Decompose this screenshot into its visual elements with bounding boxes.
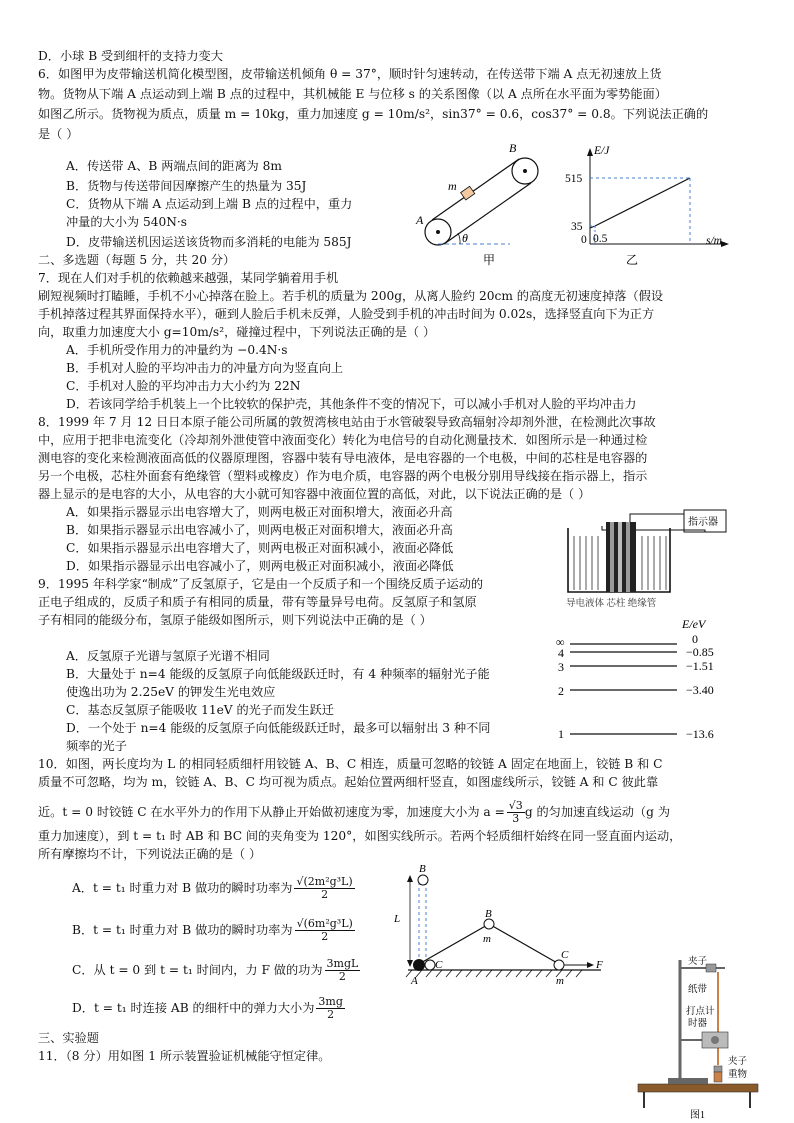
energy-e2: −3.40 xyxy=(686,683,714,697)
label-tape: 纸带 xyxy=(688,985,708,995)
section-2-title: 二、多选题（每题 5 分，共 20 分） xyxy=(38,253,236,267)
q9-figure-energy-levels xyxy=(552,614,752,746)
caption-jia: 甲 xyxy=(483,253,496,267)
q7-stem-line1: 7．现在人们对手机的依赖越来越强，某同学躺着用手机 xyxy=(38,271,339,285)
level-n3: 3 xyxy=(558,660,564,674)
q5-option-d: D．小球 B 受到细杆的支持力变大 xyxy=(38,49,223,63)
q10-option-c: C．从 t = 0 到 t = t₁ 时间内，力 F 做的功为 $\frac{\text{3mgL}}{2}$ xyxy=(72,957,359,983)
q6-option-b: B．货物与传送带间因摩擦产生的热量为 35J xyxy=(66,179,307,193)
q10-label-m2: m xyxy=(556,975,564,987)
q6-stem-line2: 物。货物从下端 A 点运动到上端 B 点的过程中，其机械能 E 与位移 s 的关系图像（以 A 点所在水平面为零势能面） xyxy=(38,87,667,101)
q10-option-d: D．t = t₁ 时连接 AB 的细杆中的弹力大小为 $\frac{3mg}{2}$ xyxy=(72,995,343,1021)
q8-option-b: B．如果指示器显示出电容减小了，则两电极正对面积增大，液面必升高 xyxy=(66,523,453,537)
q6-figure-jia xyxy=(400,138,550,268)
q11-figure-apparatus xyxy=(630,940,770,1120)
yi-xlabel: s/m xyxy=(706,235,722,247)
q7-stem-line4: 向，取重力加速度大小 g=10m/s²，碰撞过程中，下列说法正确的是（ ） xyxy=(38,325,436,339)
q6-option-a: A．传送带 A、B 两端点间的距离为 8m xyxy=(66,159,282,173)
q7-option-c: C．手机对人脸的平均冲击力大小约为 22N xyxy=(66,379,301,393)
q10-label-b: B xyxy=(485,908,492,920)
q7-option-a: A．手机所受作用力的冲量约为 −0.4N·s xyxy=(66,343,288,357)
level-n1: 1 xyxy=(558,727,564,741)
q7-stem-line2: 刷短视频时打瞌睡，手机不小心掉落在脸上。若手机的质量为 200g，从离人脸约 20cm 的高度无初速度掉落（假设 xyxy=(38,289,664,303)
level-n4: 4 xyxy=(558,646,564,660)
q6-figure-yi xyxy=(560,138,740,268)
q10-label-l: L xyxy=(394,913,401,925)
q8-stem-line5: 器上显示的是电容的大小，从电容的大小就可知容器中液面位置的高低，对此，以下说法正确的是（ ） xyxy=(38,487,591,501)
label-weight: 重物 xyxy=(728,1070,748,1080)
q10-stem-line4: 重力加速度），到 t = t₁ 时 AB 和 BC 间的夹角变为 120°，如图实线所示。若两个轻质细杆始终在同一竖直面内运动， xyxy=(38,829,682,843)
level-n2: 2 xyxy=(558,684,564,698)
q9-option-c: C．基态反氢原子能吸收 11eV 的光子而发生跃迁 xyxy=(66,703,334,717)
yi-tick-05: 0.5 xyxy=(593,233,608,245)
q9-option-b-cont: 使逸出功为 2.25eV 的钾发生光电效应 xyxy=(66,685,276,699)
q6-option-c: C．货物从下端 A 点运动到上端 B 点的过程中，重力 xyxy=(66,197,353,211)
q6-option-c-cont: 冲量的大小为 540N·s xyxy=(66,215,188,229)
q8-stem-line4: 另一个电极，芯柱外面套有绝缘管（塑料或橡皮）作为电介质，电容器的两个电极分别用导线接在指示器上，指示 xyxy=(38,469,648,483)
q9-option-a: A．反氢原子光谱与氢原子光谱不相同 xyxy=(66,649,270,663)
yi-tick-35: 35 xyxy=(571,221,583,233)
energy-e1: −13.6 xyxy=(686,727,714,741)
q7-option-d: D．若该同学给手机装上一个比较软的保护壳，其他条件不变的情况下，可以减小手机对人脸的平均冲击力 xyxy=(66,397,637,411)
caption-yi: 乙 xyxy=(626,253,639,267)
q6-stem-line3: 如图乙所示。货物视为质点，质量 m = 10kg，重力加速度 g = 10m/s²，sin37° = 0.6，cos37° = 0.8。下列说法正确的 xyxy=(38,107,709,121)
q10-stem-line3: 近。t = 0 时铰链 C 在水平外力的作用下从静止开始做初速度为零，加速度大小为 a = $\frac{√3}{3}$ g 的匀加速直线运动（g 为 xyxy=(38,799,671,825)
q10-stem-line5: 所有摩擦均不计，下列说法正确的是（ ） xyxy=(38,847,262,861)
yi-tick-515: 515 xyxy=(565,173,583,185)
q10-stem-line1: 10．如图，两长度均为 L 的相同轻质细杆用铰链 A、B、C 相连，质量可忽略的铰链 A 固定在地面上，铰链 B 和 C xyxy=(38,757,663,771)
q9-stem-line3: 子有相同的能级分布，氢原子能级如图所示，则下列说法中正确的是（ ） xyxy=(38,613,432,627)
q9-stem-line2: 正电子组成的，反质子和质子有相同的质量，带有等量异号电荷。反氢原子和氢原 xyxy=(38,595,477,609)
label-a: A xyxy=(416,213,424,227)
q7-option-b: B．手机对人脸的平均冲击力的冲量方向为竖直向上 xyxy=(66,361,344,375)
label-b: B xyxy=(509,141,517,155)
q10-acc-fraction: $\frac{√3}{3}$ xyxy=(508,799,523,825)
q8-figure-capacitor xyxy=(560,500,740,612)
section-3-title: 三、实验题 xyxy=(38,1031,99,1045)
yi-ylabel: E/J xyxy=(594,145,610,157)
q10-label-c-left: C xyxy=(435,959,443,971)
q9-option-d: D．一个处于 n=4 能级的反氢原子向低能级跃迁时，最多可以辐射出 3 种不同 xyxy=(66,721,491,735)
q10-label-c: C xyxy=(561,949,569,961)
q10-option-b: B．t = t₁ 时重力对 B 做功的瞬时功率为 $\frac{\text{√(6m²g³L)}}{2}$ xyxy=(72,917,353,943)
q7-stem-line3: 手机掉落过程其界面保持水平），砸到人脸后手机未反弹，人脸受到手机的冲击时间为 0.02s，选择竖直向下为正方 xyxy=(38,307,655,321)
q8-option-d: D．如果指示器显示出电容减小了，则两电极正对面积减小，液面必降低 xyxy=(66,559,454,573)
q8-stem-line3: 测电容的变化来检测液面高低的仪器原理图，容器中装有导电液体，是电容器的一个电极，中间的芯柱是电容器的 xyxy=(38,451,648,465)
q8-fig-caption: 导电液体 芯柱 绝缘管 xyxy=(566,599,657,609)
q10-option-a: A．t = t₁ 时重力对 B 做功的瞬时功率为 $\frac{\text{√(2m²g³L)}}{2}$ xyxy=(72,875,353,901)
level-unit: E/eV xyxy=(682,617,706,631)
q10-label-b-top: B xyxy=(419,863,426,875)
yi-origin: 0 xyxy=(581,234,587,246)
label-clip: 夹子 xyxy=(688,957,708,967)
q6-stem-line4: 是（ ） xyxy=(38,127,79,141)
indicator-label: 指示器 xyxy=(688,517,718,528)
q10-figure-hinged-rods xyxy=(386,860,618,988)
label-theta: θ xyxy=(462,231,468,245)
q9-option-b: B．大量处于 n=4 能级的反氢原子向低能级跃迁时，有 4 种频率的辐射光子能 xyxy=(66,667,490,681)
q8-option-a: A．如果指示器显示出电容增大了，则两电极正对面积增大，液面必升高 xyxy=(66,505,453,519)
q8-stem-line1: 8．1999 年 7 月 12 日日本原子能公司所属的敦贺湾核电站由于水管破裂导致高辐射冷却剂外泄，在检测此次事故 xyxy=(38,415,656,429)
q9-option-d-cont: 频率的光子 xyxy=(66,739,127,753)
label-timer-2: 时器 xyxy=(688,1019,708,1029)
figure-1-caption: 图1 xyxy=(690,1110,705,1120)
q9-stem-line1: 9．1995 年科学家“制成”了反氢原子，它是由一个反质子和一个围绕反质子运动的 xyxy=(38,577,484,591)
q6-option-d: D．皮带输送机因运送该货物而多消耗的电能为 585J xyxy=(66,235,352,249)
q6-stem-line1: 6．如图甲为皮带输送机简化模型图，皮带输送机倾角 θ = 37°，顺时针匀速转动，在传送带下端 A 点无初速放上货 xyxy=(38,67,662,81)
label-m: m xyxy=(448,179,457,193)
energy-e3: −1.51 xyxy=(686,659,714,673)
q10-stem-line2: 质量不可忽略，均为 m，铰链 A、B、C 均可视为质点。起始位置两细杆竖直，如图虚线所示，铰链 A 和 C 彼此靠 xyxy=(38,775,659,789)
q8-stem-line2: 中，应用于把非电流变化（冷却剂外泄使管中液面变化）转化为电信号的自动化测量技术．如图所示是一种通过检 xyxy=(38,433,648,447)
level-n-inf: ∞ xyxy=(556,635,565,649)
q10-label-a: A xyxy=(411,975,418,987)
label-timer-1: 打点计 xyxy=(686,1007,715,1017)
q8-option-c: C．如果指示器显示出电容增大了，则两电极正对面积减小，液面必降低 xyxy=(66,541,454,555)
label-clip-2: 夹子 xyxy=(728,1057,748,1067)
q11-stem-line1: 11．（8 分）用如图 1 所示装置验证机械能守恒定律。 xyxy=(38,1049,331,1063)
energy-e4: −0.85 xyxy=(686,645,714,659)
q10-label-f: F xyxy=(596,959,603,971)
energy-e0: 0 xyxy=(692,632,698,646)
q10-label-m1: m xyxy=(483,933,491,945)
